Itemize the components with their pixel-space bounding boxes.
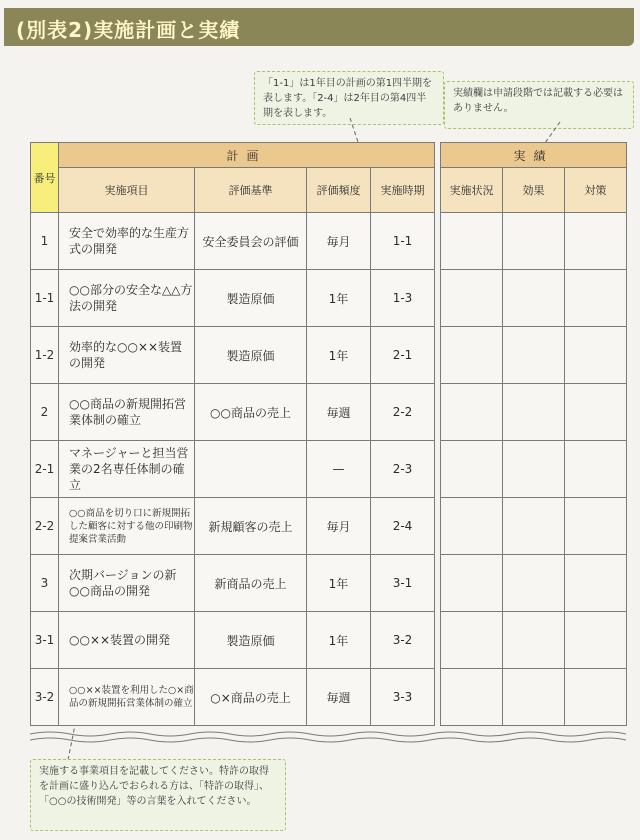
row-frequency: — [307,441,371,498]
col-header-effect: 効果 [503,168,565,213]
table-row [31,612,627,669]
row-item: ○○商品の新規開拓営業体制の確立 [59,384,195,441]
row-measures-cell [565,612,627,669]
row-item: ○○商品を切り口に新規開拓した顧客に対する他の印刷物提案営業活動 [59,498,195,555]
row-measures-cell [565,555,627,612]
row-timing: 2-4 [371,498,435,555]
row-status-cell [441,384,503,441]
row-timing: 3-2 [371,612,435,669]
row-item: 安全で効率的な生産方式の開発 [59,213,195,270]
col-header-measures: 対策 [565,168,627,213]
row-status-cell [441,441,503,498]
table-continuation-edge [30,730,626,744]
row-criterion: 新規顧客の売上 [195,498,307,555]
row-number: 3 [31,555,59,612]
row-frequency: 毎月 [307,498,371,555]
row-number: 2 [31,384,59,441]
table-row [31,327,627,384]
row-frequency: 毎月 [307,213,371,270]
row-effect-cell [503,555,565,612]
row-measures-cell [565,669,627,726]
row-effect-cell [503,270,565,327]
row-timing: 3-3 [371,669,435,726]
row-number: 3-2 [31,669,59,726]
table-row [31,441,627,498]
row-measures-cell [565,327,627,384]
row-frequency: 1年 [307,270,371,327]
row-status-cell [441,669,503,726]
row-frequency: 1年 [307,555,371,612]
row-item: ○○××装置の開発 [59,612,195,669]
col-header-timing: 実施時期 [371,168,435,213]
row-measures-cell [565,270,627,327]
table-row [31,555,627,612]
plan-group-header: 計画 [59,143,435,168]
callout-item-guidance: 実施する事業項目を記載してください。特許の取得を計画に盛り込んでおられる方は、「特許の取得」、「○○の技術開発」等の言葉を入れてください。 [30,759,286,831]
row-frequency: 1年 [307,612,371,669]
row-effect-cell [503,213,565,270]
col-header-status: 実施状況 [441,168,503,213]
row-number: 1 [31,213,59,270]
number-header: 番号 [31,143,59,213]
row-item: 次期バージョンの新○○商品の開発 [59,555,195,612]
row-timing: 1-3 [371,270,435,327]
table-row [31,270,627,327]
table-row [31,384,627,441]
row-frequency: 毎週 [307,669,371,726]
row-timing: 1-1 [371,213,435,270]
row-item: ○○部分の安全な△△方法の開発 [59,270,195,327]
callout-timing-note: 「1-1」は1年目の計画の第1四半期を表します。「2-4」は2年目の第4四半期を表します。 [254,71,444,125]
row-criterion: ○○商品の売上 [195,384,307,441]
row-frequency: 1年 [307,327,371,384]
row-status-cell [441,270,503,327]
row-measures-cell [565,384,627,441]
row-measures-cell [565,213,627,270]
row-criterion: 安全委員会の評価 [195,213,307,270]
row-timing: 2-3 [371,441,435,498]
col-header-frequency: 評価頻度 [307,168,371,213]
table-row [31,669,627,726]
row-number: 1-2 [31,327,59,384]
row-number: 2-1 [31,441,59,498]
results-group-header: 実績 [441,143,627,168]
row-measures-cell [565,498,627,555]
table-row [31,213,627,270]
row-effect-cell [503,327,565,384]
row-effect-cell [503,498,565,555]
callout-results-note: 実績欄は申請段階では記載する必要はありません。 [444,81,634,129]
row-criterion: 製造原価 [195,612,307,669]
row-number: 1-1 [31,270,59,327]
row-timing: 2-1 [371,327,435,384]
row-number: 2-2 [31,498,59,555]
row-measures-cell [565,441,627,498]
row-item: 効率的な○○××装置の開発 [59,327,195,384]
page-title: (別表2)実施計画と実績 [16,18,241,42]
row-effect-cell [503,441,565,498]
col-header-item: 実施項目 [59,168,195,213]
row-timing: 2-2 [371,384,435,441]
row-criterion: 新商品の売上 [195,555,307,612]
row-status-cell [441,555,503,612]
row-criterion: 製造原価 [195,327,307,384]
row-item: ○○××装置を利用した○×商品の新規開拓営業体制の確立 [59,669,195,726]
row-criterion: ○×商品の売上 [195,669,307,726]
row-status-cell [441,213,503,270]
row-criterion: 製造原価 [195,270,307,327]
plan-results-table [30,142,627,726]
row-effect-cell [503,669,565,726]
row-frequency: 毎週 [307,384,371,441]
row-number: 3-1 [31,612,59,669]
row-status-cell [441,327,503,384]
row-timing: 3-1 [371,555,435,612]
table-row [31,498,627,555]
row-item: マネージャーと担当営業の2名専任体制の確立 [59,441,195,498]
row-criterion [195,441,307,498]
row-effect-cell [503,612,565,669]
row-status-cell [441,498,503,555]
row-effect-cell [503,384,565,441]
col-header-criterion: 評価基準 [195,168,307,213]
row-status-cell [441,612,503,669]
